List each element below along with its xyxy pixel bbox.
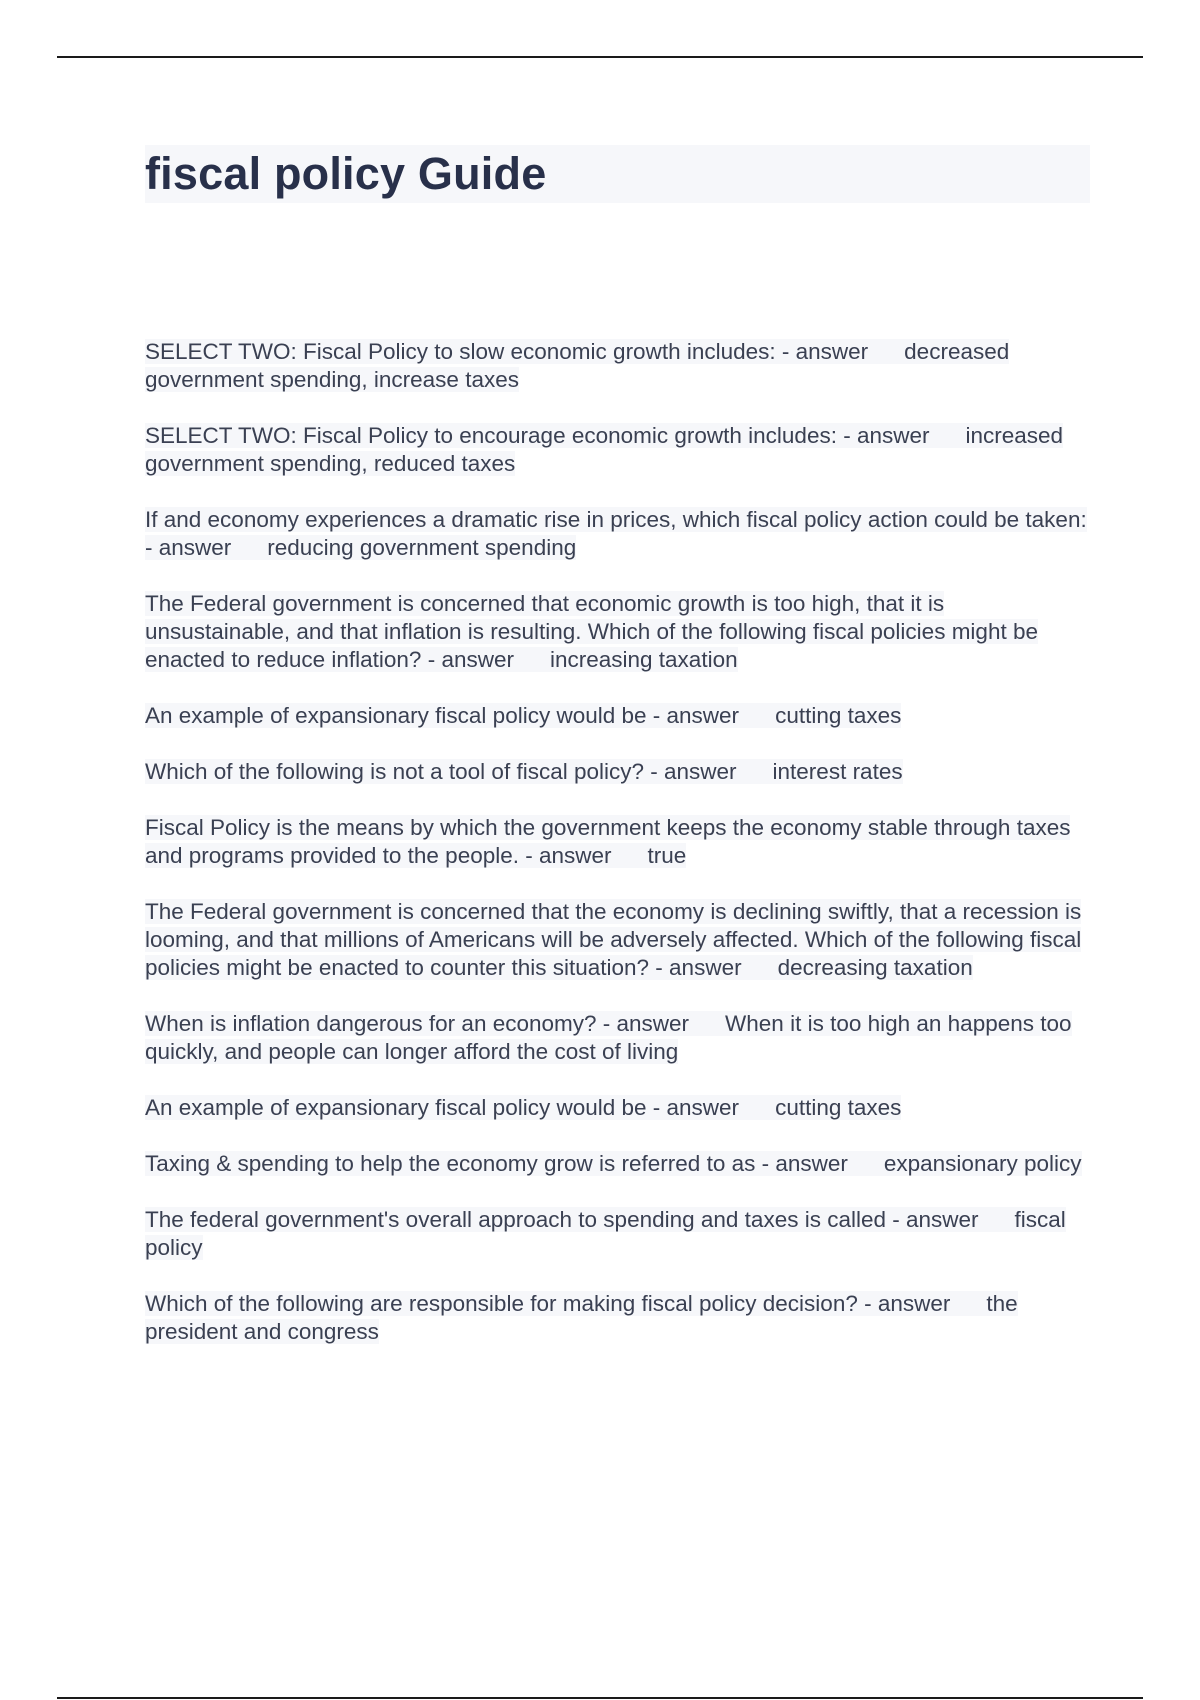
answer-text: expansionary policy <box>883 1151 1082 1176</box>
question-text: Taxing & spending to help the economy grow is referred to as - answer <box>145 1151 848 1176</box>
title-block <box>145 145 1090 203</box>
answer-text: true <box>647 843 687 868</box>
document-page <box>145 145 1090 1374</box>
qa-item <box>145 338 1090 394</box>
answer-text: the president and congress <box>145 1291 1018 1344</box>
qa-item <box>145 422 1090 478</box>
question-text: Which of the following are responsible for making fiscal policy decision? - answer <box>145 1291 951 1316</box>
answer-text: reducing government spending <box>267 535 577 560</box>
answer-text: cutting taxes <box>775 1095 902 1120</box>
qa-item <box>145 1094 1090 1122</box>
qa-item <box>145 590 1090 674</box>
qa-item <box>145 506 1090 562</box>
qa-item <box>145 1206 1090 1262</box>
qa-item <box>145 1290 1090 1346</box>
question-text: Fiscal Policy is the means by which the government keeps the economy stable through taxes and programs provided to the people. - answer <box>145 815 1071 868</box>
answer-text: interest rates <box>772 759 903 784</box>
question-text: When is inflation dangerous for an economy? - answer <box>145 1011 690 1036</box>
qa-item <box>145 758 1090 786</box>
qa-item <box>145 1150 1090 1178</box>
question-text: SELECT TWO: Fiscal Policy to encourage economic growth includes: - answer <box>145 423 930 448</box>
question-text: An example of expansionary fiscal policy would be - answer <box>145 703 740 728</box>
qa-item <box>145 814 1090 870</box>
question-text: SELECT TWO: Fiscal Policy to slow economic growth includes: - answer <box>145 339 869 364</box>
question-text: The Federal government is concerned that the economy is declining swiftly, that a recession is looming, and that millions of Americans will be adversely affected. Which of the following fiscal policies might be enacted to counter this situation? - answer <box>145 899 1082 980</box>
qa-item <box>145 702 1090 730</box>
answer-text: decreasing taxation <box>777 955 973 980</box>
answer-text: increasing taxation <box>549 647 738 672</box>
qa-item <box>145 1010 1090 1066</box>
answer-text: fiscal policy <box>145 1207 1066 1260</box>
question-text: The federal government's overall approach to spending and taxes is called - answer <box>145 1207 979 1232</box>
answer-text: increased government spending, reduced taxes <box>145 423 1064 476</box>
answer-text: decreased government spending, increase taxes <box>145 339 1010 392</box>
question-text: Which of the following is not a tool of fiscal policy? - answer <box>145 759 737 784</box>
answer-text: cutting taxes <box>775 703 902 728</box>
question-text: The Federal government is concerned that economic growth is too high, that it is unsustainable, and that inflation is resulting. Which of the following fiscal policies might be enacted to reduce inflation? - answer <box>145 591 1038 672</box>
header-rule <box>57 56 1143 58</box>
question-text: If and economy experiences a dramatic rise in prices, which fiscal policy action could be taken: - answer <box>145 507 1087 560</box>
page-title: fiscal policy Guide <box>145 148 547 199</box>
answer-text: When it is too high an happens too quickly, and people can longer afford the cost of living <box>145 1011 1072 1064</box>
question-text: An example of expansionary fiscal policy would be - answer <box>145 1095 740 1120</box>
qa-list <box>145 338 1090 1346</box>
qa-item <box>145 898 1090 982</box>
footer-rule <box>57 1697 1143 1699</box>
